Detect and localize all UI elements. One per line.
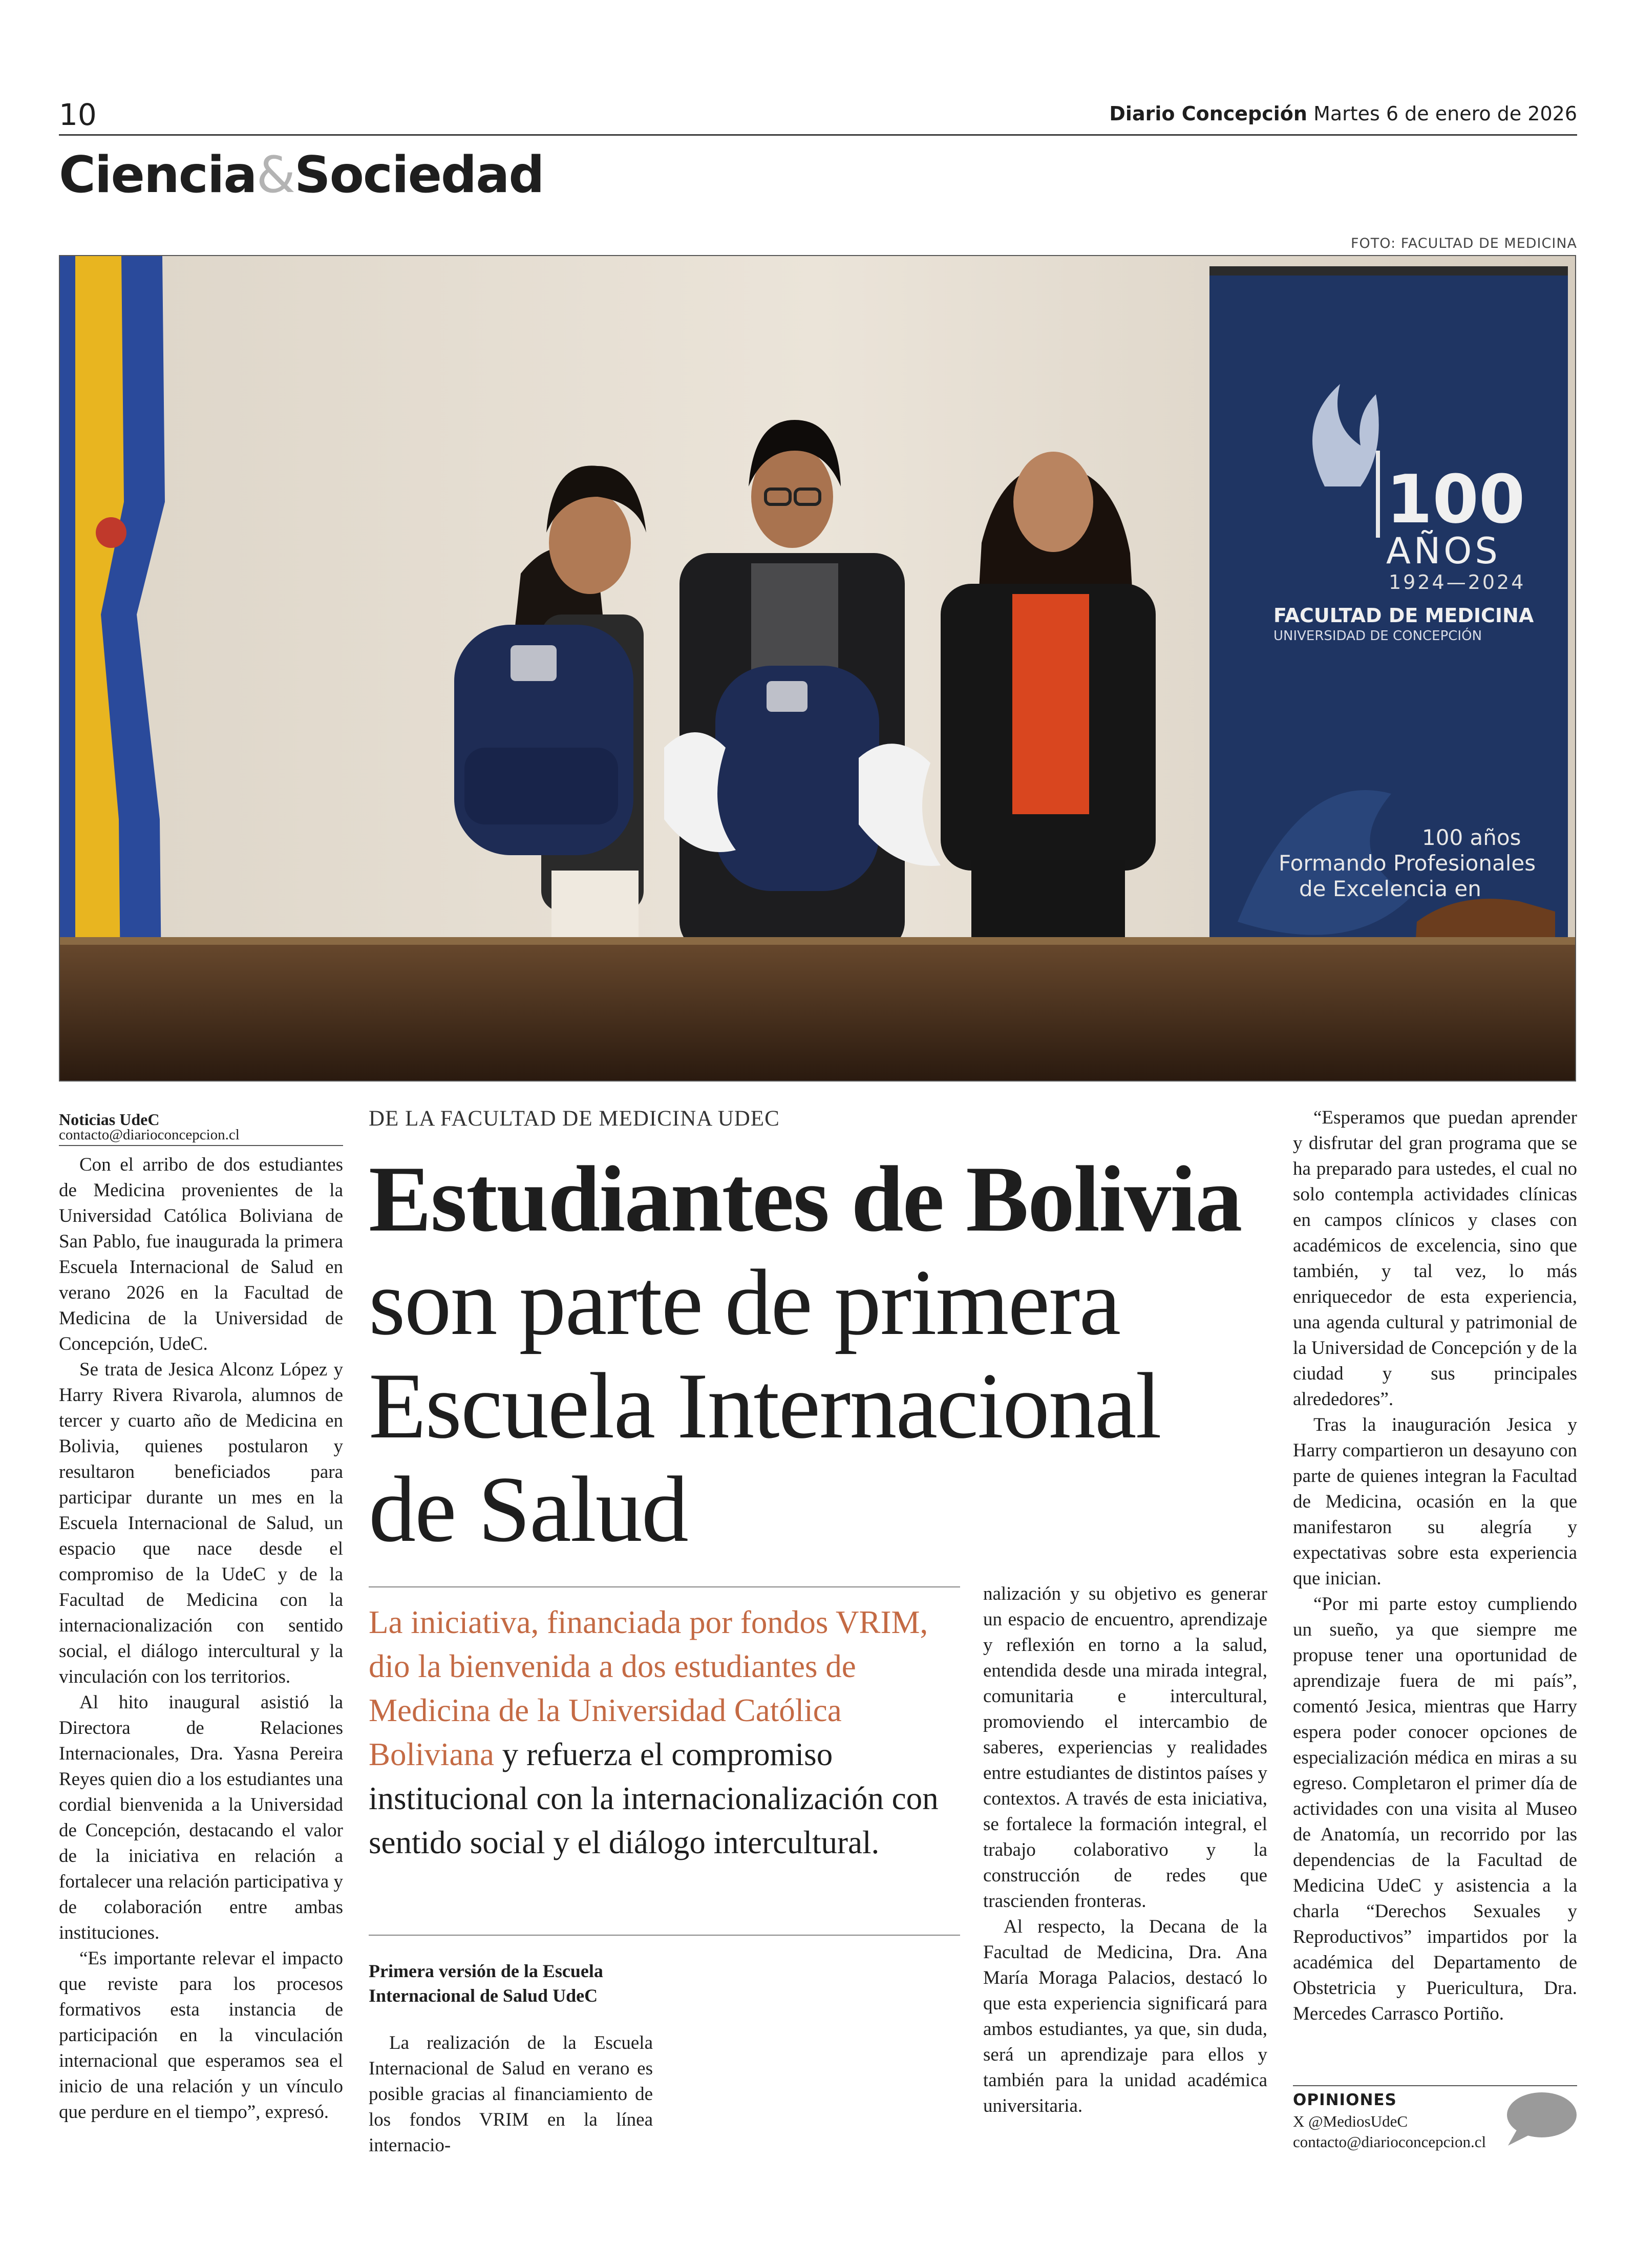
paragraph: Al hito inaugural asistió la Directora de Relaciones Internacionales, Dra. Yasna Pereira Reyes quien dio a los estudiantes una cordial bienvenida a la Universidad de Concepción, destacando el valor de la iniciativa en relación a fortalecer una relación participativa y de colaboración entre ambas instituciones. — [59, 1692, 343, 1943]
backpack-left — [454, 625, 633, 855]
subhead-highlight: La iniciativa, financiada por fondos VRIM, dio la bienvenida a dos estudiantes de Medicina de la Universidad Católica Boliviana — [369, 1604, 928, 1772]
banner-foot-3: de Excelencia en — [1299, 876, 1481, 901]
publication-date: Martes 6 de enero de 2026 — [1313, 102, 1577, 125]
intertitle: Primera versión de la Escuela Internacional de Salud UdeC — [369, 1961, 603, 2006]
page-number: 10 — [59, 97, 97, 132]
article-column-4 — [1293, 1105, 1577, 2027]
paragraph: Con el arribo de dos estudiantes de Medicina provenientes de la Universidad Católica Boliviana de San Pablo, fue inaugurada la primera Escuela Internacional de Salud en verano 2026 en la Facultad de Medicina de la Universidad de Concepción, UdeC. — [59, 1154, 343, 1354]
subhead-rule-top — [369, 1586, 960, 1587]
paragraph: nalización y su objetivo es generar un espacio de encuentro, aprendizaje y reflexión en torno a la salud, entendida desde una mirada integral, comunitaria e intercultural, promoviendo el intercambio de saberes, experiencias y realidades entre estudiantes de distintos países y contextos. A través de esta iniciativa, se fortalece la formación integral, el trabajo colaborativo y la construcción de redes que trascienden fronteras. — [983, 1583, 1267, 1912]
speech-bubble-icon — [1503, 2090, 1579, 2148]
article-column-1 — [59, 1152, 343, 2125]
headline-rest: son parte de primera Escuela Internacional de Salud — [369, 1250, 1161, 1561]
publication-header — [1109, 102, 1577, 125]
opinions-title: OPINIONES — [1293, 2091, 1397, 2109]
section-title-part1: Ciencia — [59, 146, 257, 204]
byline-email[interactable]: contacto@diarioconcepcion.cl — [59, 1127, 240, 1143]
paragraph: La realización de la Escuela Internacional de Salud en verano es posible gracias al financiamiento de los fondos VRIM en la línea internacio- — [369, 2032, 653, 2156]
section-title-part2: Sociedad — [294, 146, 544, 204]
article-photo — [59, 255, 1576, 1082]
article-column-3 — [983, 1581, 1267, 2119]
opinions-rule — [1293, 2085, 1577, 2086]
banner-university: UNIVERSIDAD DE CONCEPCIÓN — [1273, 628, 1482, 644]
subhead-rest: y refuerza el compromiso institucional con la internacionalización con sentido social y el diálogo intercultural. — [369, 1736, 939, 1860]
banner-years: 1924—2024 — [1389, 571, 1526, 594]
headline-bold: Estudiantes de Bolivia — [369, 1147, 1242, 1251]
byline-name: Noticias UdeC — [59, 1110, 160, 1129]
photo-credit: FOTO: FACULTAD DE MEDICINA — [1351, 236, 1577, 251]
byline-rule — [59, 1145, 343, 1146]
header-rule — [59, 134, 1577, 136]
publication-name: Diario Concepción — [1109, 102, 1307, 125]
banner-anos: AÑOS — [1386, 530, 1501, 572]
paragraph: Al respecto, la Decana de la Facultad de Medicina, Dra. Ana María Moraga Palacios, destacó lo que esta experiencia significará para ambos estudiantes, ya que, sin duda, será un aprendizaje para ellos y también para la unidad académica universitaria. — [983, 1916, 1267, 2116]
paragraph: Se trata de Jesica Alconz López y Harry Rivera Rivarola, alumnos de tercer y cuarto año de Medicina en Bolivia, quienes postularon y resultaron beneficiados para participar durante un mes en la Escuela Internacional de Salud, un espacio que nace desde el compromiso de la UdeC y de la Facultad de Medicina con la internacionalización con sentido social, el diálogo intercultural y la vinculación con los territorios. — [59, 1359, 343, 1687]
banner-faculty: FACULTAD DE MEDICINA — [1273, 604, 1534, 627]
opinions-email[interactable]: contacto@diarioconcepcion.cl — [1293, 2133, 1486, 2151]
opinions-x-handle[interactable]: X @MediosUdeC — [1293, 2112, 1408, 2130]
section-title — [59, 146, 543, 204]
paragraph: “Es importante relevar el impacto que reviste para los procesos formativos esta instancia de participación en la vinculación internacional que esperamos sea el inicio de una relación y un vínculo que perdure en el tiempo”, expresó. — [59, 1948, 343, 2123]
paragraph: “Por mi parte estoy cumpliendo un sueño, ya que siempre me propuse tener una oportunidad de aprendizaje fuera de mi país”, comentó Jesica, mientras que Harry espera poder conocer opciones de especialización médica en miras a su egreso. Completaron el primer día de actividades con una visita al Museo de Anatomía, un recorrido por las dependencias de la Facultad de Medicina UdeC y asistencia a la charla “Derechos Sexuales y Reproductivos” impartidos por la académica del Departamento de Obstetricia y Puericultura, Dra. Mercedes Carrasco Portiño. — [1293, 1594, 1577, 2024]
article-kicker: DE LA FACULTAD DE MEDICINA UDEC — [369, 1107, 780, 1131]
banner-foot-2: Formando Profesionales — [1279, 851, 1536, 876]
paragraph: “Esperamos que puedan aprender y disfrutar del gran programa que se ha preparado para ustedes, el cual no solo contempla actividades clínicas en campos clínicos y clases con académicos de excelencia, sino que también, y tal vez, lo más enriquecedor de esta experiencia, una agenda cultural y patrimonial de la Universidad de Concepción y de la ciudad y sus principales alrededores”. — [1293, 1107, 1577, 1410]
banner-foot-1: 100 años — [1422, 825, 1521, 850]
paragraph: Tras la inauguración Jesica y Harry compartieron un desayuno con parte de quienes integran la Facultad de Medicina, ocasión en la que manifestaron su alegría y expectativas sobre esta experiencia que inician. — [1293, 1414, 1577, 1589]
table — [60, 937, 1575, 1080]
article-headline — [369, 1147, 1270, 1561]
banner-number: 100 — [1386, 460, 1525, 538]
section-title-ampersand: & — [256, 146, 294, 204]
article-column-2 — [369, 2030, 653, 2158]
article-subhead — [369, 1600, 963, 1864]
subhead-rule-bottom — [369, 1935, 960, 1936]
